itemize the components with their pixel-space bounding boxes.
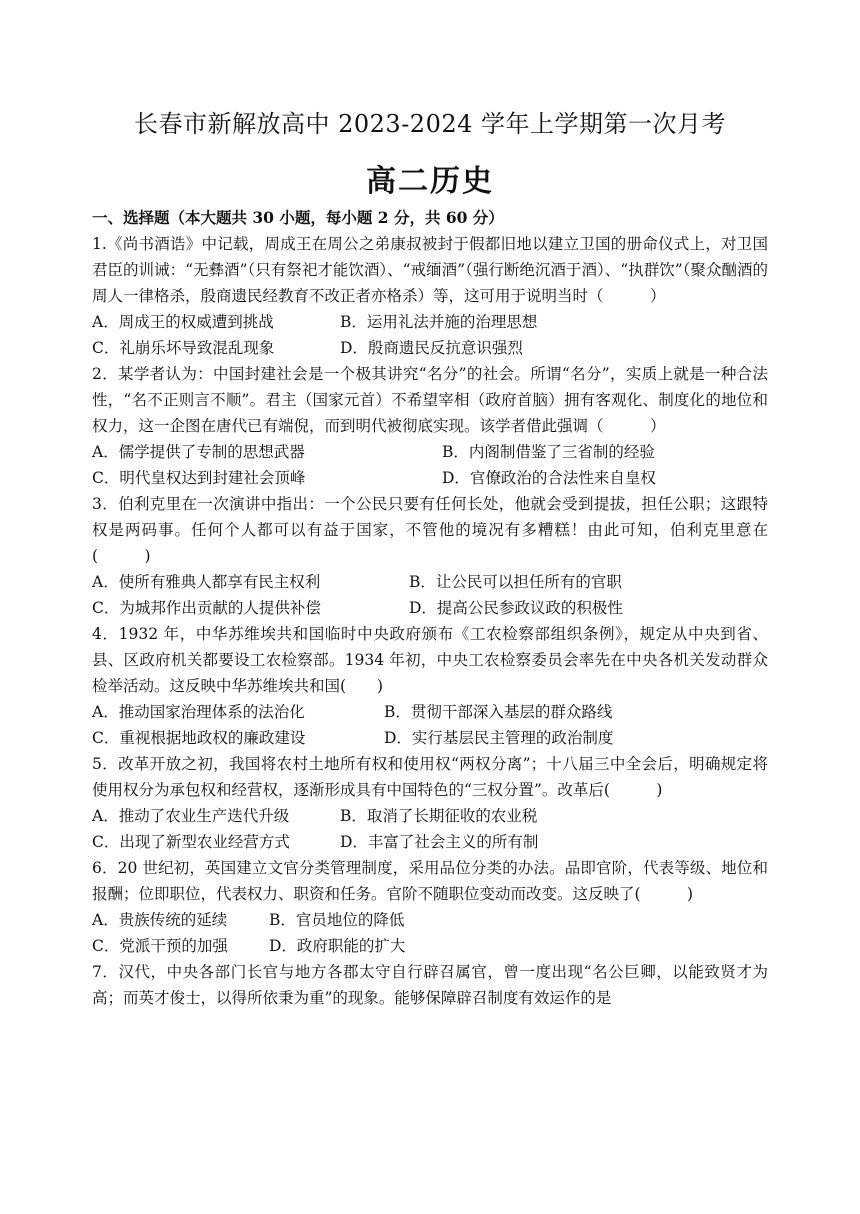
question-options <box>92 933 768 959</box>
section-heading: 一、选择题（本大题共 30 小题，每小题 2 分，共 60 分） <box>92 208 504 227</box>
question-options <box>92 699 768 725</box>
option-a: A．贵族传统的延续 <box>92 911 228 929</box>
option-b: B．内阁制借鉴了三省制的经验 <box>442 443 655 461</box>
option-a: A．推动了农业生产迭代升级 <box>92 807 290 825</box>
option-a: A．推动国家治理体系的法治化 <box>92 703 305 721</box>
option-c: C．重视根据地政权的廉政建设 <box>92 729 306 747</box>
question-stem: 1.《尚书酒诰》中记载，周成王在周公之弟康叔被封于假都旧地以建立卫国的册命仪式上，对卫国君臣的训诫：“无彝酒”（只有祭祀才能饮酒）、“戒缅酒”（强行断绝沉酒于酒）、“执群饮”（聚众酗酒的周人一律格杀，殷商遗民经教育不改正者亦格杀）等，这可用于说明当时（ ） <box>92 235 768 305</box>
question-stem: 4．1932 年，中华苏维埃共和国临时中央政府颁布《工农检察部组织条例》，规定从中央到省、县、区政府机关都要设工农检察部。1934 年初，中央工农检察委员会率先在中央各机关发动群众检举活动。这反映中华苏维埃共和国( ) <box>92 625 768 695</box>
question-options <box>92 725 768 751</box>
option-b: B．运用礼法并施的治理思想 <box>340 313 538 331</box>
option-c: C．明代皇权达到封建社会顶峰 <box>92 469 306 487</box>
option-d: D．政府职能的扩大 <box>269 937 406 955</box>
question-options <box>92 803 768 829</box>
question-stem: 6．20 世纪初，英国建立文官分类管理制度，采用品位分类的办法。品即官阶，代表等级、地位和报酬；位即职位，代表权力、职资和任务。官阶不随职位变动而改变。这反映了( ) <box>92 859 768 903</box>
option-d: D．提高公民参政议政的积极性 <box>409 599 623 617</box>
option-a: A．使所有雅典人都享有民主权利 <box>92 573 321 591</box>
question-stem: 7．汉代，中央各部门长官与地方各郡太守自行辟召属官，曾一度出现“名公巨卿，以能致贤才为高；而英才俊士，以得所依秉为重”的现象。能够保障辟召制度有效运作的是 <box>92 963 768 1007</box>
exam-content <box>92 205 768 1011</box>
option-b: B．官员地位的降低 <box>269 911 405 929</box>
option-c: C．出现了新型农业经营方式 <box>92 833 290 851</box>
option-d: D．殷商遗民反抗意识强烈 <box>340 339 523 357</box>
option-b: B．让公民可以担任所有的官职 <box>409 573 622 591</box>
question-stem: 3．伯利克里在一次演讲中指出：一个公民只要有任何长处，他就会受到提拔，担任公职；这跟特权是两码事。任何个人都可以有益于国家，不管他的境况有多糟糕！由此可知，伯利克里意在( ) <box>92 495 768 565</box>
question-options <box>92 439 768 465</box>
option-c: C．为城邦作出贡献的人提供补偿 <box>92 599 321 617</box>
question-options <box>92 335 768 361</box>
question-stem: 5．改革开放之初，我国将农村土地所有权和使用权“两权分离”；十八届三中全会后，明确规定将使用权分为承包权和经营权，逐渐形成具有中国特色的“三权分置”。改革后( ) <box>92 755 768 799</box>
option-a: A．周成王的权威遭到挑战 <box>92 313 274 331</box>
option-d: D．丰富了社会主义的所有制 <box>340 833 539 851</box>
option-a: A．儒学提供了专制的思想武器 <box>92 443 305 461</box>
question-options <box>92 907 768 933</box>
option-c: C．党派干预的加强 <box>92 937 228 955</box>
question-options <box>92 569 768 595</box>
option-d: D．官僚政治的合法性来自皇权 <box>442 469 656 487</box>
option-b: B．取消了长期征收的农业税 <box>340 807 538 825</box>
option-d: D．实行基层民主管理的政治制度 <box>384 729 614 747</box>
question-options <box>92 465 768 491</box>
option-c: C．礼崩乐坏导致混乱现象 <box>92 339 275 357</box>
question-options <box>92 829 768 855</box>
option-b: B．贯彻干部深入基层的群众路线 <box>384 703 613 721</box>
question-options <box>92 309 768 335</box>
question-stem: 2．某学者认为：中国封建社会是一个极其讲究“名分”的社会。所谓“名分”，实质上就是一种合法性，“名不正则言不顺”。君主（国家元首）不希望宰相（政府首脑）拥有客观化、制度化的地位和权力，这一企图在唐代已有端倪，而到明代被彻底实现。该学者借此强调（ ） <box>92 365 768 435</box>
exam-title: 长春市新解放高中 2023-2024 学年上学期第一次月考 <box>133 110 727 138</box>
subject-title: 高二历史 <box>366 164 494 199</box>
question-options <box>92 595 768 621</box>
